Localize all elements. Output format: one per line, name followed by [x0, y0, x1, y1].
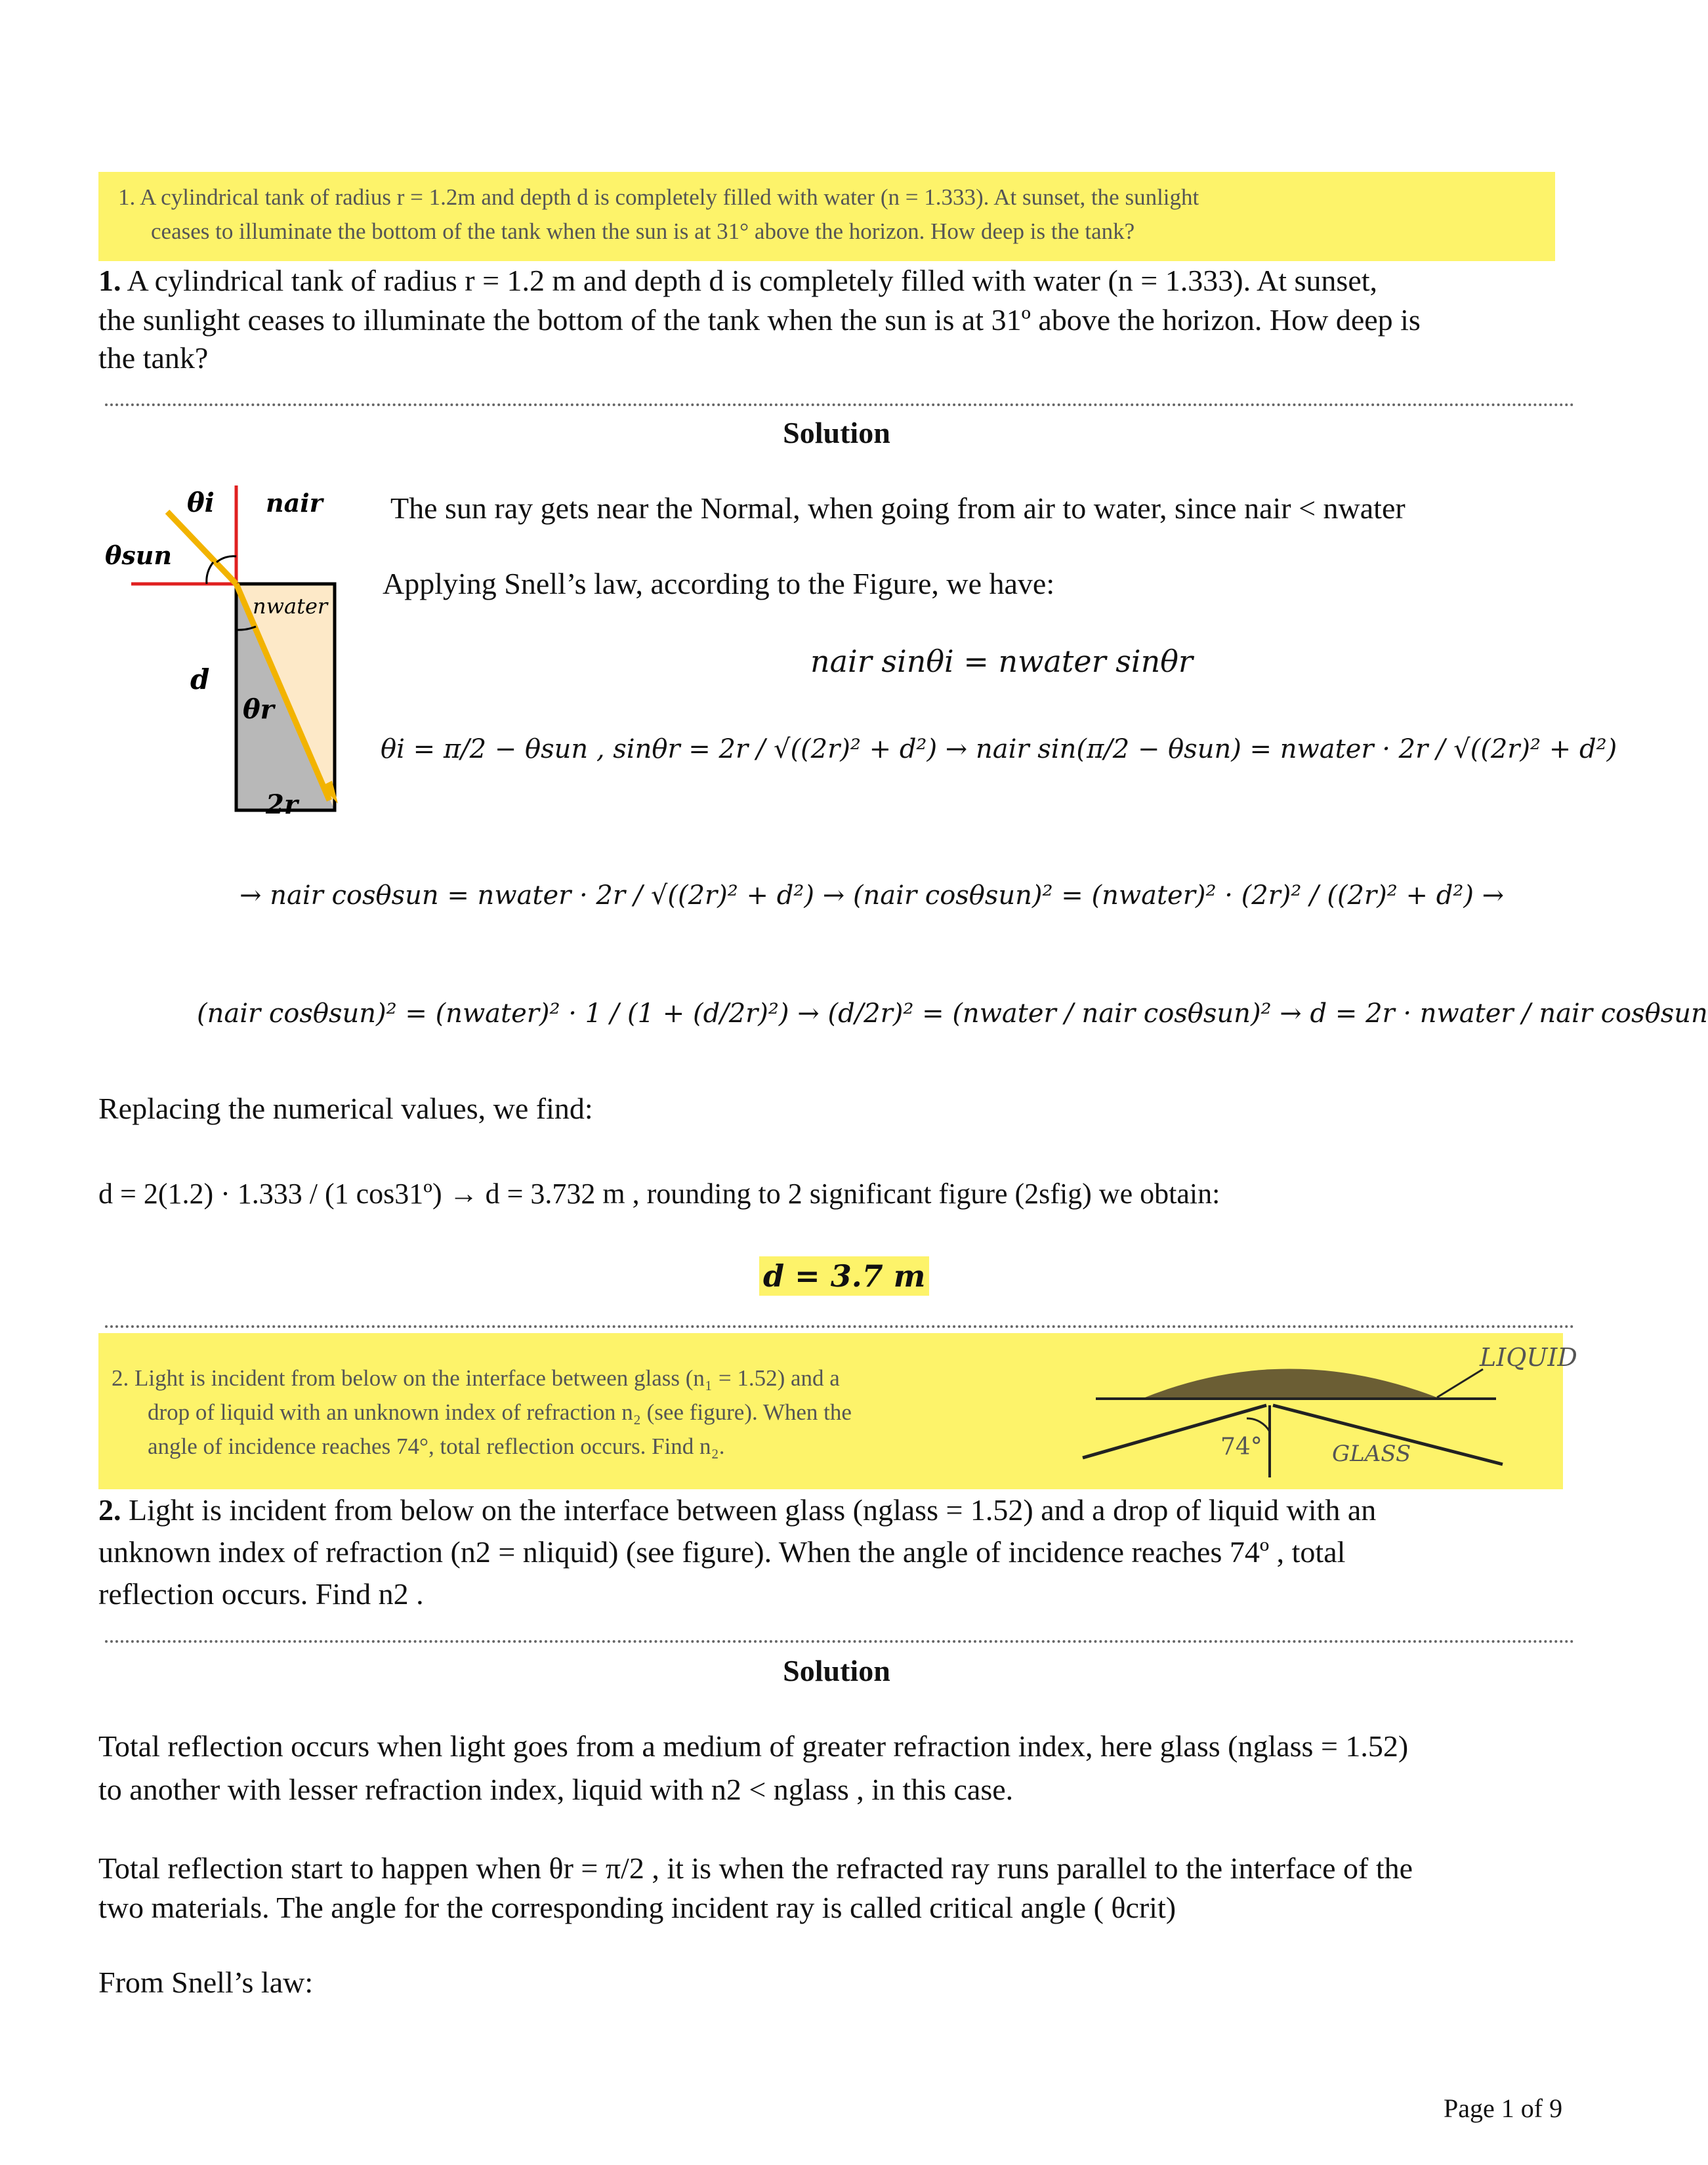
para2-line2: two materials. The angle for the corresponding incident ray is called critical angle ( θcrit) — [98, 1891, 1177, 1924]
label-theta-i: θi — [187, 487, 215, 518]
angle-arc — [1247, 1418, 1270, 1432]
label-theta-sun: θsun — [105, 541, 172, 570]
theta-sun-arc — [207, 562, 213, 584]
problem2-solution-heading: Solution — [783, 1654, 890, 1687]
para3: From Snell’s law: — [98, 1966, 314, 1999]
theta-i-arc — [217, 556, 236, 562]
label-74: 74° — [1220, 1433, 1262, 1460]
label-d: d — [190, 663, 210, 695]
replacing-sentence: Replacing the numerical values, we find: — [98, 1092, 593, 1125]
problem2-scan-line3: angle of incidence reaches 74°, total reflection occurs. Find n₂. — [148, 1433, 725, 1459]
label-glass: GLASS — [1332, 1441, 1411, 1467]
problem2-scan-line1: 2. Light is incident from below on the interface between glass (n₁ = 1.52) and a — [112, 1365, 840, 1391]
dotted-separator — [105, 403, 1575, 406]
problem1-number: 1. — [98, 264, 121, 297]
problem1-text-line1: A cylindrical tank of radius r = 1.2 m and depth d is completely filled with water (n = 1.333). At sunset, — [127, 264, 1378, 297]
problem2-number: 2. — [98, 1493, 121, 1527]
liquid-drop — [1142, 1369, 1437, 1399]
para1-line2: to another with lesser refraction index, liquid with n2 < nglass , in this case. — [98, 1773, 1014, 1806]
problem1-answer: d = 3.7 m — [759, 1256, 929, 1296]
problem2-scan-box — [98, 1333, 1577, 1489]
glass-liquid-figure — [1070, 1333, 1577, 1489]
snell-equation: nair sinθi = nwater sinθr — [810, 644, 1193, 679]
problem1-solution-heading: Solution — [783, 416, 890, 449]
liquid-pointer — [1437, 1369, 1483, 1397]
snell-sentence: Applying Snell’s law, according to the Figure, we have: — [383, 567, 1055, 600]
equation-row3: (nair cosθsun)² = (nwater)² · 1 / (1 + (d/2r)²) → (d/2r)² = (nwater / nair cosθsun)² → d = 2r · nwater / nair cosθsun — [197, 999, 1708, 1029]
problem2-statement-line3: reflection occurs. Find n2 . — [98, 1577, 424, 1611]
label-n-water: nwater — [253, 594, 328, 619]
equation-row1: θi = π/2 − θsun , sinθr = 2r / √((2r)² + d²) → nair sin(π/2 − θsun) = nwater · 2r / √((2r)² + d²) — [381, 734, 1617, 764]
problem2-statement-line2: unknown index of refraction (n2 = nliquid) (see figure). When the angle of incidence reaches 74º , total — [98, 1535, 1346, 1569]
problem1-statement-line2: the sunlight ceases to illuminate the bottom of the tank when the sun is at 31º above the horizon. How deep is — [98, 303, 1421, 337]
label-n-air: nair — [266, 488, 323, 518]
incident-ray — [167, 512, 236, 584]
problem2-scan-line2: drop of liquid with an unknown index of refraction n₂ (see figure). When the — [148, 1399, 852, 1425]
problem1-statement-line3: the tank? — [98, 341, 209, 375]
equation-row2: → nair cosθsun = nwater · 2r / √((2r)² + d²) → (nair cosθsun)² = (nwater)² · (2r)² / ((2r)² + d²) → — [240, 880, 1505, 911]
para2-line1: Total reflection start to happen when θr = π/2 , it is when the refracted ray runs parallel to the interface of the — [98, 1851, 1413, 1885]
para1-line1: Total reflection occurs when light goes from a medium of greater refraction index, here glass (nglass = 1.52) — [98, 1729, 1409, 1763]
page-number: Page 1 of 9 — [1444, 2093, 1563, 2123]
problem1-scan-box — [98, 172, 1555, 261]
near-normal-sentence: The sun ray gets near the Normal, when going from air to water, since nair < nwater — [390, 491, 1406, 525]
problem1-scan-line2: ceases to illuminate the bottom of the tank when the sun is at 31° above the horizon. How deep is the tank? — [151, 218, 1135, 244]
label-2r: 2r — [266, 789, 298, 820]
problem2-statement-line1 — [98, 1491, 1376, 1530]
problem1-statement-line1 — [98, 261, 1377, 300]
tank-figure — [98, 472, 361, 827]
label-liquid: LIQUID — [1480, 1343, 1577, 1372]
dotted-separator — [105, 1640, 1575, 1643]
dotted-separator — [105, 1325, 1575, 1328]
problem2-text-line1: Light is incident from below on the interface between glass (nglass = 1.52) and a drop of liquid with an — [129, 1493, 1377, 1527]
label-theta-r: θr — [243, 694, 274, 725]
numeric-equation: d = 2(1.2) · 1.333 / (1 cos31º) → d = 3.732 m , rounding to 2 significant figure (2sfig) we obtain: — [98, 1178, 1220, 1210]
problem1-scan-line1: 1. A cylindrical tank of radius r = 1.2m and depth d is completely filled with water (n = 1.333). At sunset, the sunlight — [118, 184, 1199, 210]
